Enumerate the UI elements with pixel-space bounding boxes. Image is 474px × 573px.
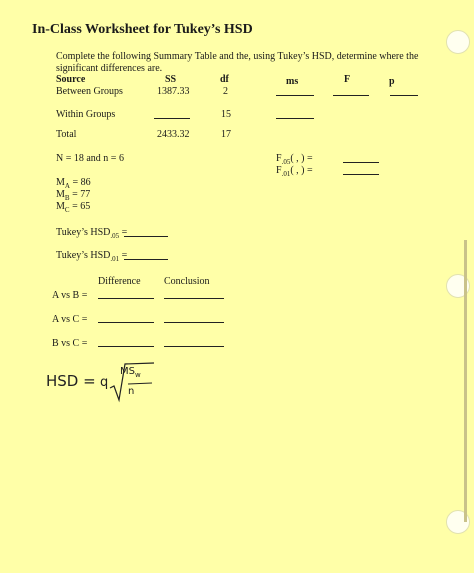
hsd01-eq: = — [119, 250, 128, 261]
handwritten-hsd-lhs: HSD = — [46, 372, 96, 390]
hsd05-blank[interactable] — [124, 236, 168, 237]
mean-a-value: = 86 — [69, 177, 91, 188]
row-between-df: 2 — [223, 86, 228, 97]
f05-sub: .05 — [281, 158, 291, 166]
handwritten-numerator — [120, 366, 141, 379]
a-vs-c-conclusion-blank[interactable] — [164, 322, 224, 323]
between-p-blank[interactable] — [390, 95, 418, 96]
row-within-source: Within Groups — [56, 109, 116, 120]
mean-b-label: M — [56, 189, 65, 200]
mean-c-label: M — [56, 201, 65, 212]
header-source: Source — [56, 74, 86, 85]
mean-c-value: = 65 — [69, 201, 91, 212]
row-total-source: Total — [56, 129, 77, 140]
f-crit-01 — [276, 165, 313, 178]
hsd01-sub: .01 — [110, 255, 120, 263]
f01-blank[interactable] — [343, 174, 379, 175]
f01-sub: .01 — [281, 170, 291, 178]
row-total-df: 17 — [221, 129, 231, 140]
between-f-blank[interactable] — [333, 95, 369, 96]
instructions-line-1: Complete the following Summary Table and the, using Tukey’s HSD, determine where the — [56, 51, 419, 62]
handwritten-ms: MS — [120, 366, 135, 377]
row-between-ss: 1387.33 — [157, 86, 190, 97]
hsd01-blank[interactable] — [124, 259, 168, 260]
comparison-b-vs-c: B vs C = — [52, 338, 88, 349]
header-conclusion: Conclusion — [164, 276, 210, 287]
mean-a-label: M — [56, 177, 65, 188]
f05-blank[interactable] — [343, 162, 379, 163]
handwritten-ms-sub: w — [134, 371, 141, 379]
b-vs-c-difference-blank[interactable] — [98, 346, 154, 347]
punch-hole-top — [446, 30, 470, 54]
worksheet-title: In-Class Worksheet for Tukey’s HSD — [32, 22, 253, 37]
a-vs-c-difference-blank[interactable] — [98, 322, 154, 323]
row-within-df: 15 — [221, 109, 231, 120]
hsd05-sub: .05 — [110, 232, 120, 240]
instructions — [56, 51, 418, 74]
header-ss: SS — [165, 74, 177, 85]
f01-text: ( , ) = — [290, 165, 313, 176]
header-difference: Difference — [98, 276, 141, 287]
within-ss-blank[interactable] — [154, 118, 190, 119]
header-f: F — [344, 74, 351, 85]
mean-c — [56, 201, 90, 214]
instructions-line-2: significant differences are. — [56, 62, 163, 74]
hsd01-label: Tukey’s HSD — [56, 250, 111, 261]
within-ms-blank[interactable] — [276, 118, 314, 119]
comparison-a-vs-b: A vs B = — [52, 290, 88, 301]
hsd05-eq: = — [119, 227, 128, 238]
header-ms: ms — [286, 76, 299, 87]
page-edge-shadow — [464, 240, 467, 522]
between-ms-blank[interactable] — [276, 95, 314, 96]
header-p: p — [389, 76, 395, 87]
mean-b-sub: B — [64, 194, 70, 202]
hsd05-label: Tukey’s HSD — [56, 227, 111, 238]
handwritten-q: q — [100, 375, 109, 390]
handwritten-denominator: n — [128, 386, 135, 397]
row-between-source: Between Groups — [56, 86, 123, 97]
row-total-ss: 2433.32 — [157, 129, 190, 140]
tukey-hsd-01 — [56, 250, 127, 263]
f05-label: F — [276, 153, 282, 164]
f05-text: ( , ) = — [290, 153, 313, 164]
b-vs-c-conclusion-blank[interactable] — [164, 346, 224, 347]
mean-a-sub: A — [64, 182, 70, 190]
mean-b-value: = 77 — [69, 189, 91, 200]
header-df: df — [220, 74, 229, 85]
a-vs-b-conclusion-blank[interactable] — [164, 298, 224, 299]
n-info: N = 18 and n = 6 — [56, 153, 124, 164]
tukey-hsd-05 — [56, 227, 127, 240]
a-vs-b-difference-blank[interactable] — [98, 298, 154, 299]
comparison-a-vs-c: A vs C = — [52, 314, 88, 325]
f01-label: F — [276, 165, 282, 176]
mean-c-sub: C — [64, 206, 70, 214]
